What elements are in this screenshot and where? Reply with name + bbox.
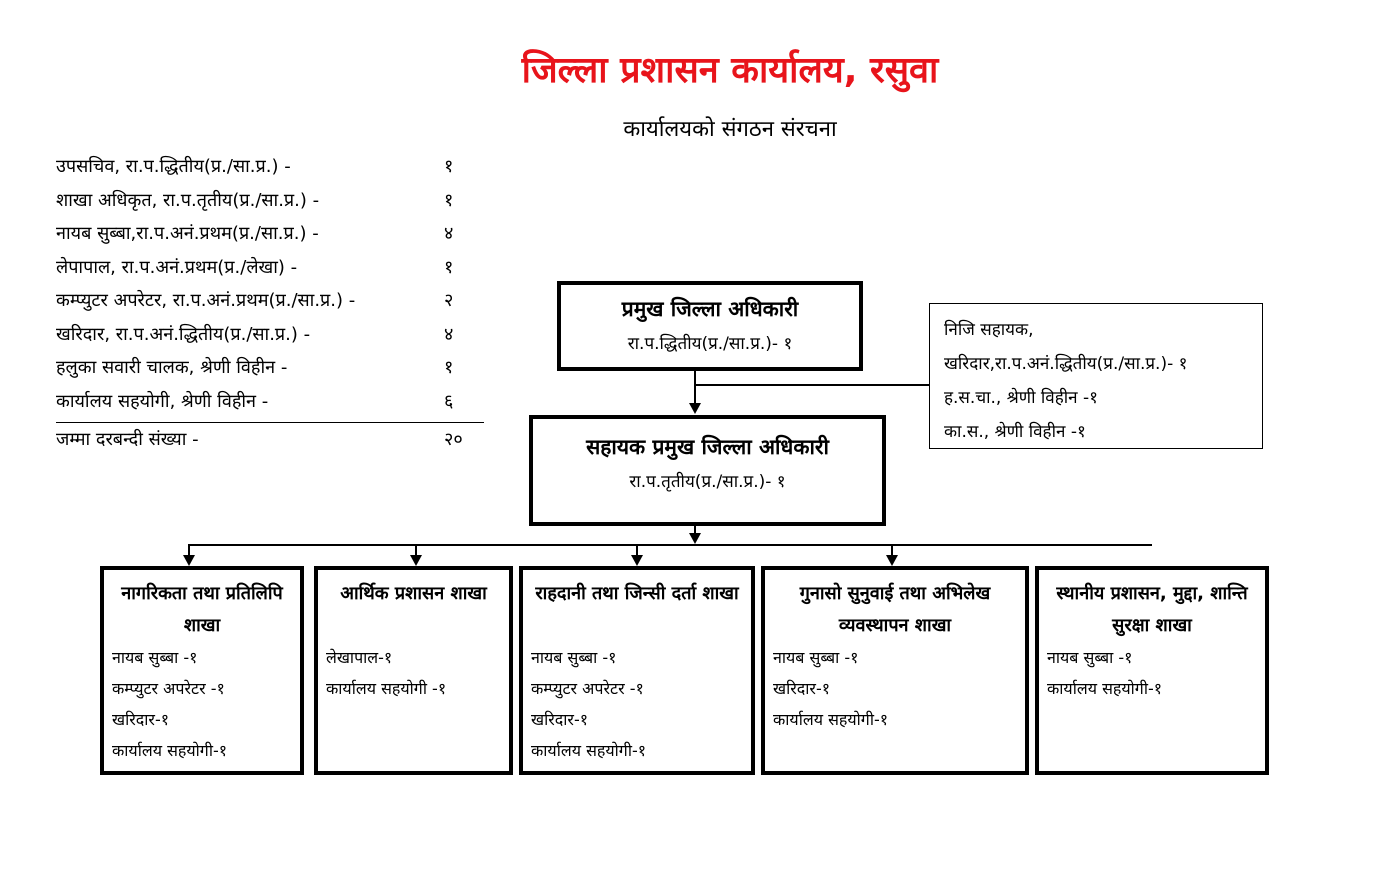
staff-post: खरिदार, रा.प.अनं.द्धितीय(प्र./सा.प्र.) - (56, 323, 311, 345)
branch-box-grievance (761, 566, 1029, 775)
branch-item: खरिदार-१ (531, 710, 589, 729)
branch-item: कार्यालय सहयोगी-१ (112, 741, 228, 760)
branch-title: नागरिकता तथा प्रतिलिपि शाखा (121, 583, 283, 636)
staff-post: उपसचिव, रा.प.द्धितीय(प्र./सा.प्र.) - (56, 156, 291, 177)
branch-item: खरिदार-१ (773, 679, 831, 698)
staff-count: १ (444, 189, 454, 211)
branch-box-passport (519, 566, 755, 775)
branch-bus (188, 544, 1152, 546)
staff-row (56, 318, 484, 352)
chief-title: प्रमुख जिल्ला अधिकारी (621, 297, 799, 321)
staff-count: ४ (444, 223, 454, 244)
assistant-chief-rank: रा.प.तृतीय(प्र./सा.प्र.)- १ (629, 472, 786, 492)
staff-total-row (56, 422, 484, 457)
staff-row (56, 385, 484, 419)
pa-line: ह.स.चा., श्रेणी विहीन -१ (944, 388, 1098, 408)
arrow-branch-1 (183, 555, 195, 566)
chief-district-officer-box (557, 281, 863, 371)
staff-count: १ (444, 256, 454, 278)
branch-item: कार्यालय सहयोगी-१ (531, 741, 647, 760)
branch-drop (891, 544, 893, 555)
staff-post: कम्प्युटर अपरेटर, रा.प.अनं.प्रथम(प्र./सा.प्र.) - (56, 290, 356, 311)
branch-box-local-admin (1035, 566, 1269, 775)
connector-pa (695, 384, 930, 386)
staff-summary (56, 150, 484, 457)
staff-row (56, 251, 484, 285)
staff-total-label: जम्मा दरबन्दी संख्या - (56, 429, 199, 450)
branch-item: खरिदार-१ (112, 710, 170, 729)
branch-item: कम्प्युटर अपरेटर -१ (112, 679, 225, 698)
staff-post: नायब सुब्बा,रा.प.अनं.प्रथम(प्र./सा.प्र.) - (56, 223, 319, 244)
branch-item: कार्यालय सहयोगी-१ (1047, 679, 1163, 698)
arrow-acdo-bus (689, 533, 701, 544)
staff-total-count: २० (444, 429, 463, 450)
staff-post: कार्यालय सहयोगी, श्रेणी विहीन - (56, 390, 269, 412)
staff-row (56, 284, 484, 318)
arrow-branch-3 (631, 555, 643, 566)
staff-count: ६ (444, 390, 454, 412)
connector-cdo-down (694, 371, 696, 403)
staff-post: शाखा अधिकृत, रा.प.तृतीय(प्र./सा.प्र.) - (56, 189, 320, 211)
branch-title: आर्थिक प्रशासन शाखा (340, 583, 487, 604)
staff-post: लेपापाल, रा.प.अनं.प्रथम(प्र./लेखा) - (56, 256, 298, 278)
branch-drop (415, 544, 417, 555)
assistant-chief-title: सहायक प्रमुख जिल्ला अधिकारी (586, 435, 829, 459)
arrow-branch-4 (886, 555, 898, 566)
pa-line: खरिदार,रा.प.अनं.द्धितीय(प्र./सा.प्र.)- १ (944, 354, 1188, 374)
staff-row (56, 150, 484, 184)
page-title: जिल्ला प्रशासन कार्यालय, रसुवा (521, 50, 939, 91)
branch-title: स्थानीय प्रशासन, मुद्दा, शान्ति सुरक्षा शाखा (1056, 583, 1248, 636)
branch-item: लेखापाल-१ (326, 648, 393, 667)
staff-count: ४ (444, 323, 454, 345)
arrow-to-acdo (689, 403, 701, 414)
branch-item: कम्प्युटर अपरेटर -१ (531, 679, 644, 698)
staff-count: १ (444, 156, 454, 177)
branch-item: कार्यालय सहयोगी -१ (326, 679, 447, 698)
branch-item: नायब सुब्बा -१ (531, 648, 617, 667)
arrow-branch-2 (410, 555, 422, 566)
branch-title: राहदानी तथा जिन्सी दर्ता शाखा (535, 583, 739, 604)
branch-item: नायब सुब्बा -१ (1047, 648, 1133, 667)
branch-box-finance (314, 566, 513, 775)
chief-rank: रा.प.द्धितीय(प्र./सा.प्र.)- १ (627, 334, 793, 354)
branch-drop (636, 544, 638, 555)
staff-row (56, 217, 484, 251)
assistant-chief-box (529, 415, 886, 526)
pa-line: निजि सहायक, (944, 320, 1034, 340)
branch-title: गुनासो सुनुवाई तथा अभिलेख व्यवस्थापन शाखा (799, 583, 991, 636)
pa-line: का.स., श्रेणी विहीन -१ (944, 422, 1086, 442)
branch-box-citizenship (100, 566, 304, 775)
staff-count: १ (444, 357, 454, 378)
branch-item: कार्यालय सहयोगी-१ (773, 710, 889, 729)
branch-item: नायब सुब्बा -१ (112, 648, 198, 667)
page-subtitle: कार्यालयको संगठन संरचना (623, 117, 837, 142)
staff-row (56, 351, 484, 385)
personal-assistant-box (929, 303, 1263, 449)
staff-post: हलुका सवारी चालक, श्रेणी विहीन - (56, 357, 288, 378)
staff-count: २ (444, 290, 454, 311)
branch-drop (188, 544, 190, 555)
branch-item: नायब सुब्बा -१ (773, 648, 859, 667)
staff-row (56, 184, 484, 218)
